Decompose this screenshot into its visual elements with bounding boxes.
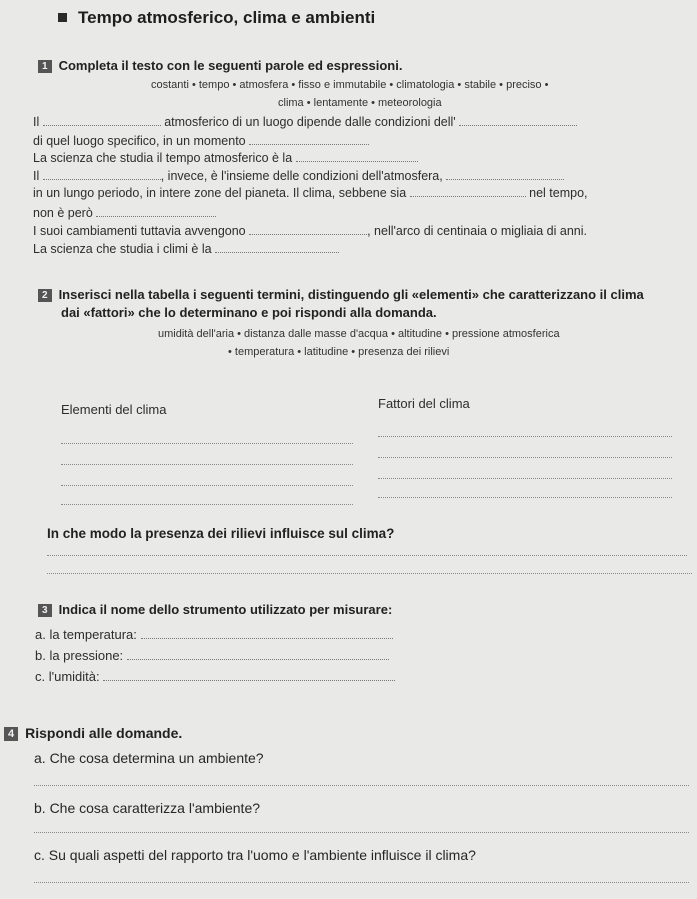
page-title: Tempo atmosferico, clima e ambienti xyxy=(78,8,376,27)
ex1-word-bank-line1: costanti • tempo • atmosfera • fisso e immutabile • climatologia • stabile • preciso • xyxy=(151,79,549,91)
elementi-line-3[interactable] xyxy=(61,485,353,486)
ex4-question-a: a. Che cosa determina un ambiente? xyxy=(34,750,264,766)
ex3-blank-b[interactable] xyxy=(127,648,389,660)
ex3-item-b: b. la pressione: xyxy=(35,648,389,663)
exercise-3-number: 3 xyxy=(38,604,52,617)
ex4-question-c: c. Su quali aspetti del rapporto tra l'uomo e l'ambiente influisce il clima? xyxy=(34,847,476,863)
ex1-line-2: di quel luogo specifico, in un momento xyxy=(33,133,369,148)
ex1-line-5: in un lungo periodo, in intere zone del pianeta. Il clima, sebbene sia nel tempo, xyxy=(33,186,588,200)
ex2-word-bank-line1: umidità dell'aria • distanza dalle masse d'acqua • altitudine • pressione atmosferica xyxy=(158,328,560,340)
elementi-line-2[interactable] xyxy=(61,464,353,465)
exercise-2-heading xyxy=(38,286,644,304)
ex1-blank-4[interactable] xyxy=(296,150,418,162)
ex1-line-8: La scienza che studia i climi è la xyxy=(33,241,339,256)
ex1-blank-5[interactable] xyxy=(43,168,161,180)
ex4-question-b: b. Che cosa caratterizza l'ambiente? xyxy=(34,800,261,816)
ex1-line-7: I suoi cambiamenti tuttavia avvengono , nell'arco di centinaia o migliaia di anni. xyxy=(33,224,587,238)
ex3-blank-c[interactable] xyxy=(103,669,395,681)
fattori-line-4[interactable] xyxy=(378,497,672,498)
exercise-1-number: 1 xyxy=(38,60,52,73)
exercise-2-instruction-1: Inserisci nella tabella i seguenti termini, distinguendo gli «elementi» che caratterizzano il clima xyxy=(58,287,644,302)
ex1-blank-2[interactable] xyxy=(459,114,577,126)
fattori-line-1[interactable] xyxy=(378,436,672,437)
ex3-blank-a[interactable] xyxy=(141,627,393,639)
ex4-answer-line-b[interactable] xyxy=(34,832,689,833)
exercise-4-number: 4 xyxy=(4,727,18,741)
exercise-3-instruction: Indica il nome dello strumento utilizzato per misurare: xyxy=(58,602,393,617)
ex2-answer-line-1[interactable] xyxy=(47,555,687,556)
title-bullet xyxy=(58,13,67,22)
ex3-item-c: c. l'umidità: xyxy=(35,669,395,684)
exercise-4-heading xyxy=(4,725,182,743)
ex2-question: In che modo la presenza dei rilievi influisce sul clima? xyxy=(47,526,395,541)
ex1-blank-1[interactable] xyxy=(43,114,161,126)
ex1-blank-3[interactable] xyxy=(249,133,369,145)
ex1-blank-8[interactable] xyxy=(96,205,216,217)
exercise-4-instruction: Rispondi alle domande. xyxy=(25,725,183,741)
ex2-word-bank-line2: • temperatura • latitudine • presenza dei rilievi xyxy=(228,346,450,358)
exercise-2-number: 2 xyxy=(38,289,52,302)
ex1-line-6: non è però xyxy=(33,205,216,220)
fattori-line-3[interactable] xyxy=(378,478,672,479)
ex4-answer-line-a[interactable] xyxy=(34,785,689,786)
exercise-3-heading xyxy=(38,601,392,619)
ex1-blank-7[interactable] xyxy=(410,185,526,197)
ex3-item-a: a. la temperatura: xyxy=(35,627,393,642)
table-header-fattori: Fattori del clima xyxy=(378,396,470,411)
ex1-blank-6[interactable] xyxy=(446,168,564,180)
exercise-2-instruction-2: dai «fattori» che lo determinano e poi rispondi alla domanda. xyxy=(61,305,437,320)
ex4-answer-line-c[interactable] xyxy=(34,882,689,883)
fattori-line-2[interactable] xyxy=(378,457,672,458)
ex1-line-1: Il atmosferico di un luogo dipende dalle condizioni dell' xyxy=(33,114,577,129)
ex2-answer-line-2[interactable] xyxy=(47,573,692,574)
exercise-1-instruction: Completa il testo con le seguenti parole ed espressioni. xyxy=(58,58,403,73)
ex1-line-4: Il , invece, è l'insieme delle condizioni dell'atmosfera, xyxy=(33,168,564,183)
ex1-word-bank-line2: clima • lentamente • meteorologia xyxy=(278,97,442,109)
ex1-blank-10[interactable] xyxy=(215,241,339,253)
ex1-blank-9[interactable] xyxy=(249,223,367,235)
ex1-line-3: La scienza che studia il tempo atmosferico è la xyxy=(33,150,418,165)
table-header-elementi: Elementi del clima xyxy=(61,402,167,417)
elementi-line-4[interactable] xyxy=(61,504,353,505)
elementi-line-1[interactable] xyxy=(61,443,353,444)
exercise-1-heading xyxy=(38,57,402,75)
